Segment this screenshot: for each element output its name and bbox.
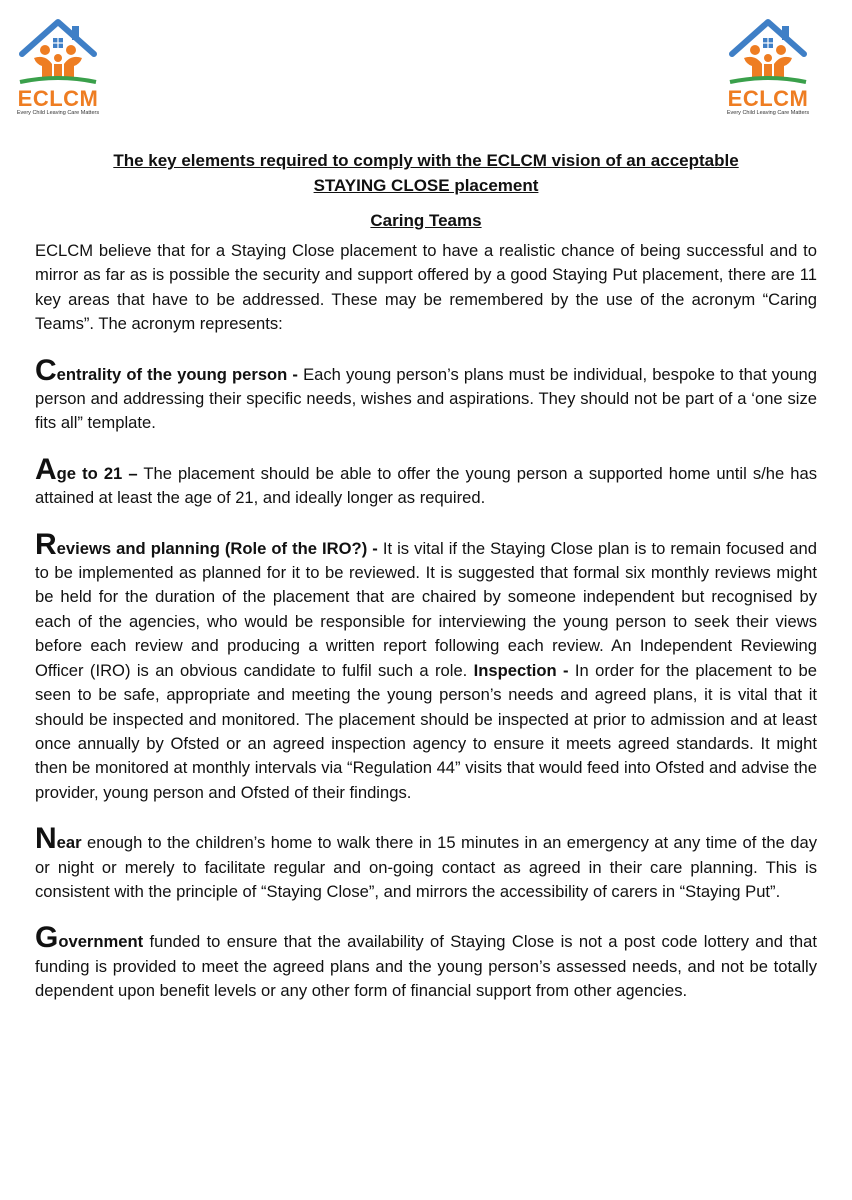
item-government [35, 921, 817, 1003]
item-heading: entrality of the young person - [56, 364, 298, 384]
title-line-2: STAYING CLOSE placement [313, 176, 539, 195]
eclcm-logo-right [722, 14, 814, 126]
inspection-text: In order for the placement to be seen to be safe, appropriate and meeting the young person’s needs and agreed plans, it is vital that it should be inspected and monitored. The placement should be inspected at prior to admission and at least once annually by Ofsted or an agreed inspection agency to ensure it meets agreed standards. It might then be monitored at monthly intervals via “Regulation 44” visits that would feed into Ofsted and advise the provider, young person and Ofsted of their findings. [35, 660, 817, 802]
item-heading: ear [56, 833, 82, 853]
item-heading: ge to 21 – [56, 463, 138, 483]
item-text: It is vital if the Staying Close plan is to remain focused and to be implemented as planned for it to be reviewed. It is suggested that formal six monthly reviews might be held for the duration of the placement that are chaired by someone independent but recognised by each of the agencies, who would be responsible for interviewing the young person to seek their views before each review and producing a written report following each review. An Independent Reviewing Officer (IRO) is an obvious candidate to fulfil such a role. [35, 538, 817, 680]
acronym-letter: A [35, 452, 57, 486]
acronym-letter: C [35, 353, 57, 387]
eclcm-logo-left [12, 14, 104, 126]
item-centrality [35, 353, 818, 436]
intro-paragraph: ECLCM believe that for a Staying Close placement to have a realistic chance of being successful and to mirror as far as is possible the security and support offered by a good Staying Put placement, there are 11 key areas that have to be addressed. These may be remembered by the use of the acronym “Caring Teams”. The acronym represents: [35, 241, 817, 334]
item-heading: overnment [58, 932, 144, 952]
item-heading: eviews and planning (Role of the IRO?) - [56, 538, 378, 558]
item-text: Each young person’s plans must be individual, bespoke to that young person and addressing their specific needs, wishes and aspirations. They should not be part of a ‘one size fits all” template. [35, 364, 818, 433]
item-text: enough to the children’s home to walk there in 15 minutes in an emergency at any time of the day or night or merely to facilitate regular and on-going contact as agreed in their care planning. This is consistent with the principle of “Staying Close”, and mirrors the accessibility of carers in “Staying Put”. [35, 833, 817, 901]
item-text: funded to ensure that the availability of Staying Close is not a post code lottery and that funding is provided to meet the agreed plans and the young person’s assessed needs, and not be totally dependent upon benefit levels or any other form of financial support from other agencies. [35, 932, 817, 1001]
house-family-icon [722, 14, 814, 86]
item-age [35, 452, 817, 511]
acronym-letter: G [35, 921, 59, 955]
acronym-letter: N [35, 822, 57, 856]
title-line-1: The key elements required to comply with the ECLCM vision of an acceptable [113, 151, 739, 170]
logo-tagline: Every Child Leaving Care Matters [16, 110, 100, 116]
inspection-heading: Inspection - [473, 660, 569, 680]
acronym-letter: R [35, 527, 57, 561]
item-text: The placement should be able to offer the young person a supported home until s/he has attained at least the age of 21, and ideally longer as required. [35, 463, 817, 508]
house-family-icon [12, 14, 104, 86]
document-body [35, 148, 817, 1026]
item-reviews [35, 527, 817, 805]
logo-brand-text: ECLCM [17, 86, 99, 111]
logo-tagline: Every Child Leaving Care Matters [726, 110, 810, 116]
document-title [35, 148, 817, 198]
logo-brand-text: ECLCM [727, 86, 809, 111]
document-subtitle: Caring Teams [370, 211, 482, 230]
item-near [35, 822, 817, 904]
